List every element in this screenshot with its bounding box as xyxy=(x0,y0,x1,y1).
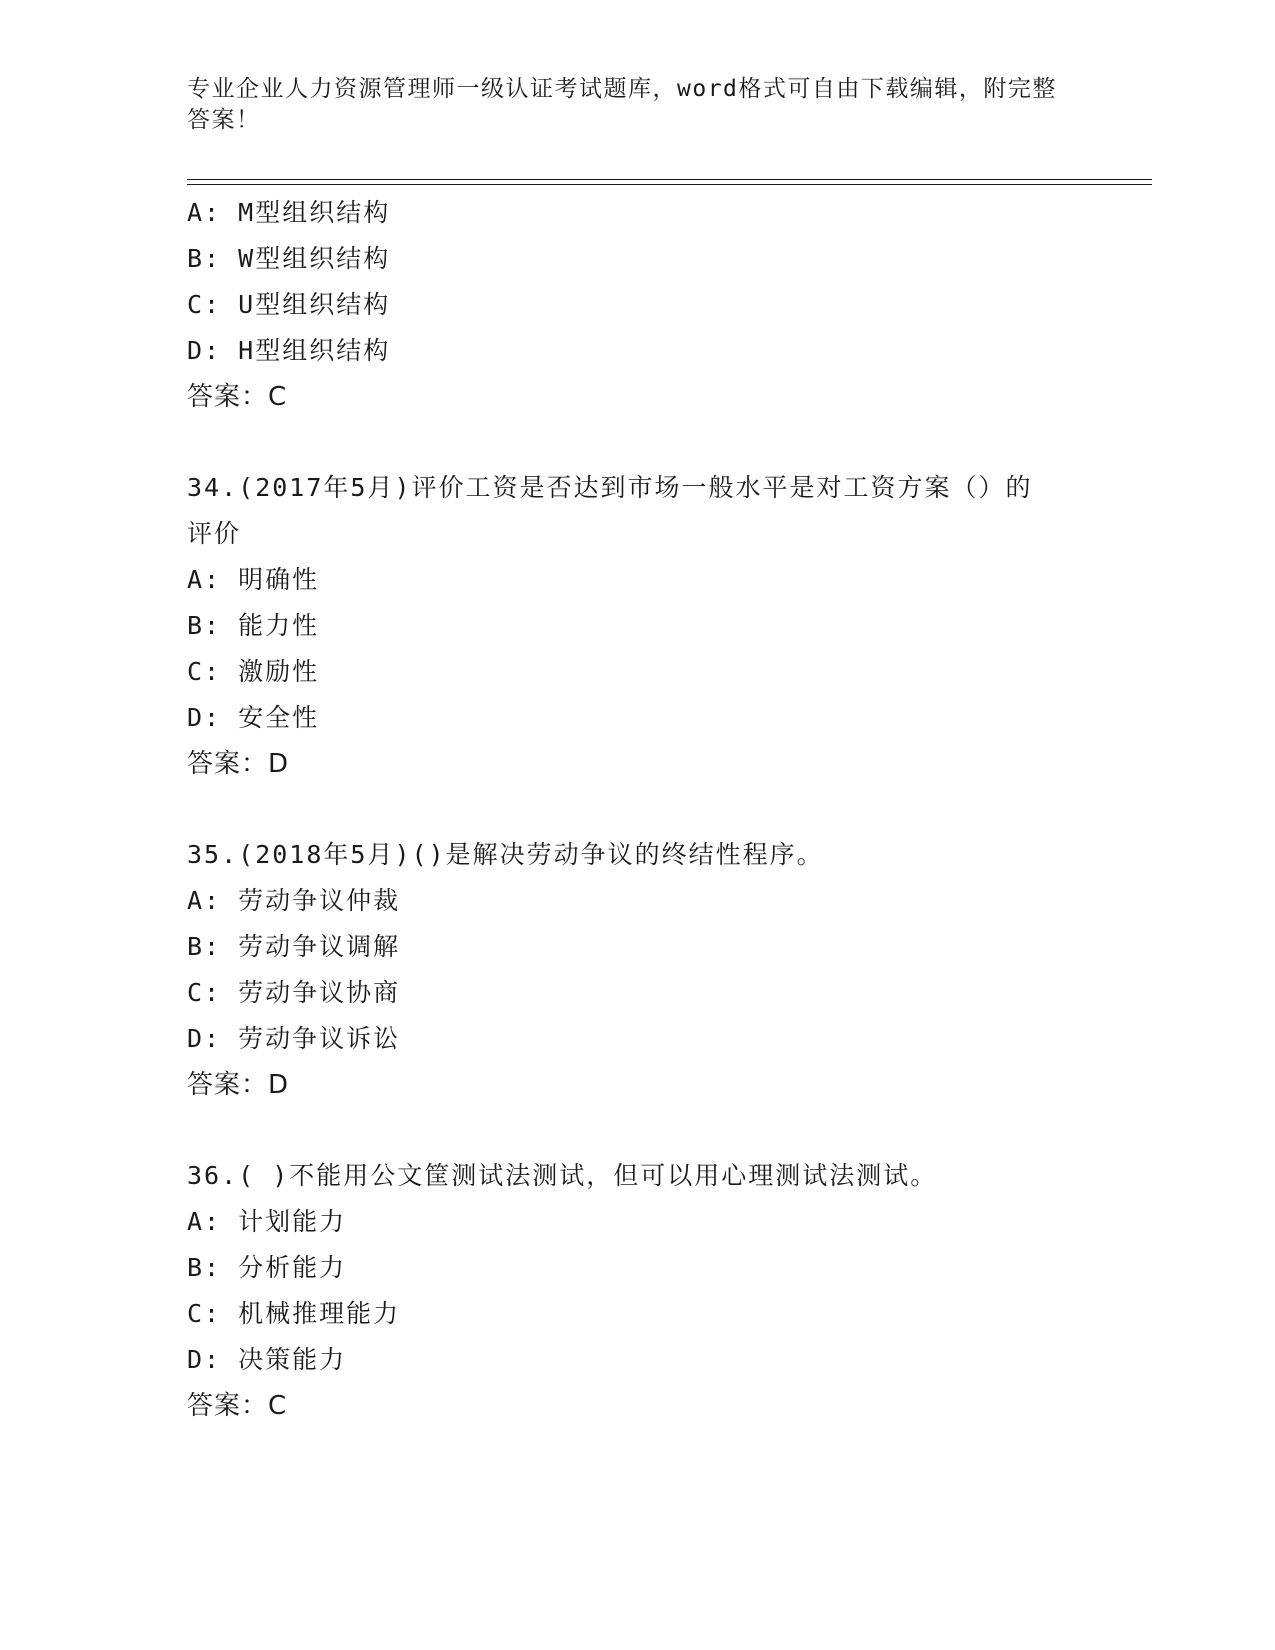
option-a: A: 计划能力 xyxy=(187,1207,347,1236)
question-34 xyxy=(187,465,1087,787)
answer: 答案：D xyxy=(187,749,290,779)
answer: 答案：D xyxy=(187,1070,290,1100)
question-stem: 36.( )不能用公文筐测试法测试，但可以用心理测试法测试。 xyxy=(187,1161,938,1190)
option-b: B: 分析能力 xyxy=(187,1253,347,1282)
option-c: C: 激励性 xyxy=(187,657,320,686)
option-b: B: 能力性 xyxy=(187,611,320,640)
spacer xyxy=(187,1108,1087,1153)
question-stem: 34.(2017年5月)评价工资是否达到市场一般水平是对工资方案（）的 xyxy=(187,473,1033,502)
header-line-2: 答案！ xyxy=(187,107,261,133)
document-header xyxy=(187,74,1087,136)
option-b: B: W型组织结构 xyxy=(187,244,391,273)
option-d: D: 劳动争议诉讼 xyxy=(187,1024,401,1053)
option-a: A: M型组织结构 xyxy=(187,198,391,227)
option-a: A: 劳动争议仲裁 xyxy=(187,886,401,915)
answer: 答案：C xyxy=(187,382,288,412)
option-d: D: H型组织结构 xyxy=(187,336,391,365)
option-d: D: 安全性 xyxy=(187,703,320,732)
question-33 xyxy=(187,190,1087,420)
option-d: D: 决策能力 xyxy=(187,1345,347,1374)
option-a: A: 明确性 xyxy=(187,565,320,594)
header-divider-bottom xyxy=(187,184,1152,185)
question-stem-continued: 评价 xyxy=(187,519,242,548)
option-b: B: 劳动争议调解 xyxy=(187,932,401,961)
question-35 xyxy=(187,832,1087,1108)
option-c: C: 劳动争议协商 xyxy=(187,978,401,1007)
option-c: C: 机械推理能力 xyxy=(187,1299,401,1328)
question-stem: 35.(2018年5月)()是解决劳动争议的终结性程序。 xyxy=(187,840,824,869)
header-line-1: 专业企业人力资源管理师一级认证考试题库，word格式可自由下载编辑，附完整 xyxy=(187,76,1057,102)
spacer xyxy=(187,420,1087,465)
question-36 xyxy=(187,1153,1087,1429)
option-c: C: U型组织结构 xyxy=(187,290,391,319)
header-divider-top xyxy=(187,179,1152,180)
answer: 答案：C xyxy=(187,1391,288,1421)
spacer xyxy=(187,787,1087,832)
question-list xyxy=(187,190,1087,1429)
